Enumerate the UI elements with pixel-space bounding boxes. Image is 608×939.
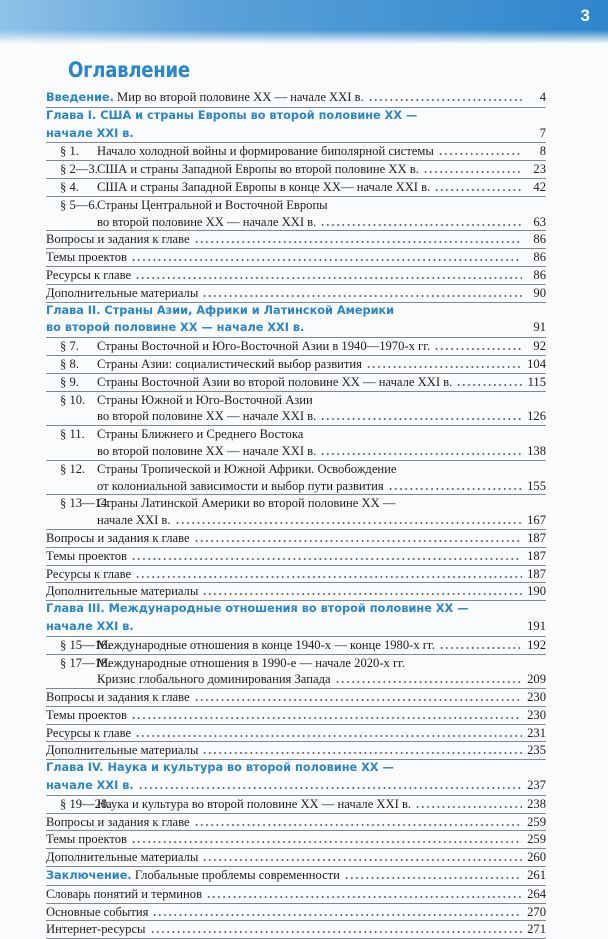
dot-leader	[175, 512, 522, 524]
page-ref: 155	[527, 478, 546, 493]
extra-title: Дополнительные материалы	[46, 743, 199, 758]
page-ref: 237	[527, 778, 546, 793]
section-number: § 5—6.	[60, 197, 98, 212]
dot-leader	[135, 267, 522, 279]
toc-extra[interactable]	[46, 231, 546, 248]
chapter-2-heading[interactable]	[46, 303, 546, 338]
toc-extra[interactable]	[46, 689, 546, 706]
dot-leader	[434, 338, 522, 350]
section-title: Страны Азии: социалистический выбор развития	[97, 356, 362, 371]
toc-extra[interactable]	[46, 814, 546, 831]
toc-extra[interactable]	[46, 249, 546, 266]
section-number: § 9.	[60, 374, 79, 389]
extra-title: Основные события	[46, 904, 149, 919]
dot-leader	[388, 478, 522, 490]
intro-label: Введение.	[46, 91, 114, 104]
toc-item[interactable]	[46, 796, 546, 813]
extra-title: Вопросы и задания к главе	[46, 530, 190, 545]
page-ref: 260	[527, 850, 546, 865]
chapter-1-title-line1: Глава I. США и страны Европы во второй половине XX —	[46, 108, 418, 122]
section-title: Страны Тропической и Южной Африки. Освобождение	[97, 461, 397, 476]
page-ref: 187	[527, 566, 546, 581]
extra-title: Интернет-ресурсы	[46, 922, 146, 937]
page-ref: 230	[527, 690, 546, 705]
section-title: США и страны Западной Европы во второй половине XX в.	[97, 162, 419, 177]
toc-extra[interactable]	[46, 831, 546, 848]
toc-extra[interactable]	[46, 285, 546, 302]
dot-leader	[202, 285, 522, 297]
dot-leader	[438, 143, 522, 155]
page-ref: 264	[527, 886, 546, 901]
toc-extra[interactable]	[46, 566, 546, 583]
toc-item[interactable]	[46, 495, 546, 529]
chapter-4-heading[interactable]	[46, 760, 546, 795]
section-title: Страны Ближнего и Среднего Востока	[97, 427, 304, 442]
dot-leader	[135, 725, 522, 737]
section-number: § 4.	[60, 179, 79, 194]
toc-extra[interactable]	[46, 548, 546, 565]
toc-entry-intro[interactable]	[46, 89, 546, 107]
page-ref: 270	[527, 904, 546, 919]
chapter-4-title-line2: начале XXI в.	[46, 779, 134, 793]
extra-title: Темы проектов	[46, 548, 127, 563]
page-ref: 167	[527, 513, 546, 528]
page-ref: 187	[527, 548, 546, 563]
toc-extra[interactable]	[46, 742, 546, 759]
dot-leader	[194, 530, 522, 542]
page-ref: 187	[527, 530, 546, 545]
page-ref: 209	[527, 672, 546, 687]
section-title: Страны Южной и Юго-Восточной Азии	[97, 392, 313, 407]
section-number: § 13—14.	[60, 496, 111, 511]
section-title: Страны Латинской Америки во второй половине XX —	[97, 496, 396, 511]
chapter-4-title-line1: Глава IV. Наука и культура во второй половине XX —	[46, 761, 394, 775]
extra-title: Ресурсы к главе	[46, 725, 132, 740]
section-title-cont: от колониальной зависимости и выбор пути развития	[97, 478, 384, 493]
section-number: § 15—16.	[60, 637, 111, 652]
dot-leader	[366, 356, 522, 368]
dot-leader	[320, 214, 522, 226]
page-ref: 126	[527, 409, 546, 424]
extra-title: Темы проектов	[46, 832, 127, 847]
chapter-2-title-line2: во второй половине XX — начале XXI в.	[46, 321, 305, 335]
toc-extra[interactable]	[46, 530, 546, 547]
chapter-3-title-line1: Глава III. Международные отношения во второй половине XX —	[46, 602, 469, 616]
dot-leader	[344, 867, 522, 879]
extra-title: Ресурсы к главе	[46, 267, 132, 282]
dot-leader	[202, 849, 522, 861]
dot-leader	[415, 796, 522, 808]
page-ref: 86	[533, 232, 546, 247]
conclusion-label: Заключение.	[46, 869, 132, 883]
header-band	[0, 0, 608, 44]
toc-item[interactable]	[46, 161, 546, 178]
page-ref: 271	[527, 922, 546, 937]
dot-leader	[434, 179, 522, 191]
section-number: § 7.	[60, 339, 79, 354]
dot-leader	[194, 689, 522, 701]
chapter-2-title-line1: Глава II. Страны Азии, Африки и Латинской Америки	[46, 303, 395, 317]
chapter-1-title-line2: начале XXI в.	[46, 126, 134, 140]
page-ref: 92	[533, 339, 546, 354]
page-ref: 190	[527, 584, 546, 599]
section-number: § 10.	[60, 392, 86, 407]
section-title: Начало холодной войны и формирование биполярной системы	[97, 144, 434, 159]
toc-extra[interactable]	[46, 267, 546, 284]
section-title-cont: во второй половине XX — начале XXI в.	[97, 409, 317, 424]
intro-title: Мир во второй половине XX — начале XXI в.	[117, 90, 364, 104]
section-title-cont: во второй половине XX — начале XXI в.	[97, 214, 317, 229]
dot-leader	[206, 886, 522, 898]
page-ref: 7	[539, 125, 546, 140]
section-title-cont: Кризис глобального доминирования Запада	[97, 672, 331, 687]
toc-extra[interactable]	[46, 707, 546, 724]
page-number: 3	[580, 6, 590, 25]
page-ref: 90	[533, 285, 546, 300]
page-ref: 4	[539, 90, 546, 104]
toc-item[interactable]	[46, 143, 546, 160]
extra-title: Словарь понятий и терминов	[46, 886, 203, 901]
section-number: § 2—3.	[60, 162, 98, 177]
dot-leader	[152, 904, 522, 916]
toc-item[interactable]	[46, 655, 546, 689]
toc-item[interactable]	[46, 392, 546, 426]
dot-leader	[202, 583, 522, 595]
page-ref: 63	[533, 214, 546, 229]
page-ref: 8	[539, 144, 546, 159]
page-ref: 261	[527, 868, 546, 883]
page-ref: 86	[533, 250, 546, 265]
toc-extra[interactable]	[46, 886, 546, 903]
page-ref: 104	[527, 356, 546, 371]
page-ref: 115	[527, 374, 546, 389]
dot-leader	[194, 814, 522, 826]
page-ref: 86	[533, 267, 546, 282]
section-title: Страны Центральной и Восточной Европы	[97, 197, 328, 212]
dot-leader	[320, 408, 522, 420]
dot-leader	[320, 443, 522, 455]
section-number: § 11.	[60, 427, 85, 442]
chapter-3-title-line2: начале XXI в.	[46, 619, 134, 633]
section-number: § 12.	[60, 461, 86, 476]
page-ref: 91	[533, 320, 546, 335]
page-ref: 23	[533, 162, 546, 177]
dot-leader	[138, 777, 522, 789]
dot-leader	[194, 231, 522, 243]
dot-leader	[131, 548, 522, 560]
dot-leader	[202, 742, 522, 754]
toc-item[interactable]	[46, 356, 546, 373]
toc-extra[interactable]	[46, 583, 546, 600]
extra-title: Дополнительные материалы	[46, 285, 199, 300]
page-ref: 42	[533, 179, 546, 194]
page-ref: 235	[527, 743, 546, 758]
section-title: Страны Восточной Азии во второй половине XX — начале XXI в.	[97, 374, 453, 389]
extra-title: Дополнительные материалы	[46, 584, 199, 599]
chapter-3-heading[interactable]	[46, 601, 546, 636]
toc-extra[interactable]	[46, 904, 546, 921]
section-number: § 8.	[60, 356, 79, 371]
page-ref: 259	[527, 832, 546, 847]
dot-leader	[456, 374, 522, 386]
page-ref: 259	[527, 814, 546, 829]
section-title: Наука и культура во второй половине XX — начале XXI в.	[97, 796, 412, 811]
section-number: § 19—20.	[60, 796, 111, 811]
section-title: США и страны Западной Европы в конце XX— начале XXI в.	[97, 179, 431, 194]
section-title-cont: начале XXI в.	[97, 513, 171, 528]
dot-leader	[150, 921, 522, 933]
dot-leader	[335, 671, 522, 683]
dot-leader	[423, 161, 522, 173]
section-title: Международные отношения в конце 1940-х — конце 1980-х гг.	[97, 637, 435, 652]
toc-extra[interactable]	[46, 725, 546, 742]
page-ref: 231	[527, 725, 546, 740]
extra-title: Темы проектов	[46, 250, 127, 265]
page-ref: 230	[527, 707, 546, 722]
dot-leader	[131, 249, 522, 261]
dot-leader	[439, 637, 522, 649]
extra-title: Дополнительные материалы	[46, 850, 199, 865]
toc-entry-conclusion[interactable]	[46, 867, 546, 885]
toc-item[interactable]	[46, 637, 546, 654]
page-ref: 238	[527, 796, 546, 811]
page-ref: 191	[527, 618, 546, 633]
toc-item[interactable]	[46, 179, 546, 196]
table-of-contents	[46, 89, 546, 939]
dot-leader	[368, 89, 522, 101]
dot-leader	[131, 831, 522, 843]
extra-title: Вопросы и задания к главе	[46, 814, 190, 829]
section-number: § 1.	[60, 144, 79, 159]
extra-title: Вопросы и задания к главе	[46, 232, 190, 247]
dot-leader	[135, 566, 522, 578]
dot-leader	[131, 707, 522, 719]
page-ref: 192	[527, 637, 546, 652]
section-title: Международные отношения в 1990-е — начале 2020-х гг.	[97, 655, 406, 670]
toc-item[interactable]	[46, 461, 546, 495]
conclusion-title: Глобальные проблемы современности	[134, 868, 340, 883]
toc-item[interactable]	[46, 338, 546, 355]
section-number: § 17—18.	[60, 655, 111, 670]
page-title: Оглавление	[68, 58, 190, 82]
toc-extra[interactable]	[46, 921, 546, 938]
section-title-cont: во второй половине XX — начале XXI в.	[97, 443, 317, 458]
toc-item[interactable]	[46, 374, 546, 391]
page-ref: 138	[527, 443, 546, 458]
toc-item[interactable]	[46, 197, 546, 231]
extra-title: Вопросы и задания к главе	[46, 690, 190, 705]
extra-title: Темы проектов	[46, 707, 127, 722]
extra-title: Ресурсы к главе	[46, 566, 132, 581]
chapter-1-heading[interactable]	[46, 108, 546, 143]
toc-item[interactable]	[46, 426, 546, 460]
section-title: Страны Восточной и Юго-Восточной Азии в 1940—1970-х гг.	[97, 339, 431, 354]
